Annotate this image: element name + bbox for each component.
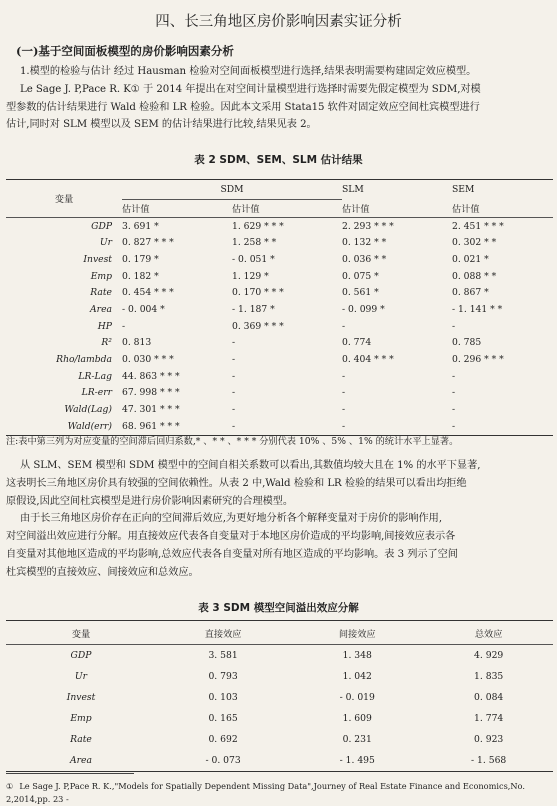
table2-cell: 0. 296 * * *	[452, 354, 504, 366]
table3-row	[6, 708, 553, 729]
table2-sdm-header: SDM	[122, 180, 342, 200]
table3-header-row	[6, 621, 553, 645]
table2-cell: -	[232, 370, 236, 382]
table2-variable: R²	[101, 337, 112, 349]
table2-cell: - 1. 187 *	[232, 303, 275, 315]
table2-variable: Emp	[90, 270, 112, 282]
subsection-title: (一)基于空间面板模型的房价影响因素分析	[16, 44, 234, 58]
table2-row	[6, 351, 553, 368]
table3-cell: 1. 042	[342, 671, 372, 682]
intro-line: 1.模型的检验与估计 经过 Hausman 检验对空间面板模型进行选择,结果表明需要构建固定效应模型。	[20, 66, 477, 77]
table2-cell: -	[342, 404, 346, 416]
table3-cell: 1. 774	[474, 713, 504, 724]
table2-cell: -	[232, 337, 236, 349]
table2-cell: 0. 369 * * *	[232, 320, 284, 332]
discussion-paragraph	[6, 457, 553, 582]
table2-row	[6, 284, 553, 301]
table2-cell: 3. 691 *	[122, 220, 159, 232]
table2-variable: Invest	[83, 253, 112, 265]
table2-cell: - 0. 099 *	[342, 303, 385, 315]
table2-cell: 0. 561 *	[342, 287, 379, 299]
table3-cell: 3. 581	[208, 650, 238, 661]
table2	[6, 179, 553, 436]
table3	[6, 620, 553, 772]
table3-cell: - 1. 495	[339, 755, 375, 766]
table2-subheader: 估计值	[232, 200, 342, 218]
table3-cell: 1. 609	[342, 713, 372, 724]
table2-row	[6, 368, 553, 385]
section-title: 四、长三角地区房价影响因素实证分析	[155, 14, 402, 30]
table2-note: 注:表中第三列为对应变量的空间滞后回归系数,* 、* * 、* * * 分别代表 10% 、5% 、1% 的统计水平上显著。	[6, 436, 459, 447]
table2-cell: 0. 170 * * *	[232, 287, 284, 299]
table3-cell: 1. 835	[474, 671, 504, 682]
table2-row	[6, 385, 553, 402]
table2-body	[6, 217, 553, 435]
intro-paragraph	[6, 63, 553, 134]
table3-cell: 0. 692	[208, 734, 238, 745]
table2-sem-header: SEM	[452, 184, 475, 196]
table3-header: 直接效应	[156, 621, 290, 645]
table2-variable: Area	[90, 303, 112, 315]
table3-cell: - 1. 568	[471, 755, 507, 766]
table3-cell: 0. 103	[208, 692, 238, 703]
table2-cell: -	[452, 420, 456, 432]
table2-row	[6, 301, 553, 318]
table2-variable: Rho/lambda	[56, 354, 112, 366]
table2-cell: 0. 132 * *	[342, 237, 387, 249]
table2-cell: 0. 302 * *	[452, 237, 497, 249]
table3-row	[6, 645, 553, 667]
footnote	[6, 780, 553, 806]
table2-row	[6, 335, 553, 352]
table2-var-header: 变量	[6, 180, 122, 218]
table2-cell: -	[452, 387, 456, 399]
table3-variable: Emp	[70, 713, 92, 724]
table2-row	[6, 251, 553, 268]
footnote-marker: ①	[6, 781, 14, 791]
table2-row	[6, 234, 553, 251]
table3-row	[6, 687, 553, 708]
intro-line: 型参数的估计结果进行 Wald 检验和 LR 检验。因此本文采用 Stata15 软件对固定效应空间杜宾模型进行	[6, 101, 480, 113]
table3-cell: 0. 084	[474, 692, 504, 703]
table2-cell: -	[232, 420, 236, 432]
table3-variable: Area	[70, 755, 92, 766]
table2-cell: 1. 258 * *	[232, 237, 277, 249]
table2-cell: 44. 863 * * *	[122, 370, 180, 382]
discussion-line: 由于长三角地区房价存在正向的空间滞后效应,为更好地分析各个解释变量对于房价的影响作用,	[20, 513, 443, 525]
table2-header-row	[6, 180, 553, 200]
table3-header: 总效应	[424, 621, 553, 645]
table3-caption: 表 3 SDM 模型空间溢出效应分解	[198, 602, 359, 614]
table2-variable: HP	[97, 320, 112, 332]
table2-cell: - 1. 141 * *	[452, 303, 503, 315]
table2-cell: 67. 998 * * *	[122, 387, 180, 399]
table2-cell: 0. 774	[342, 337, 372, 349]
table2-cell: 0. 404 * * *	[342, 354, 394, 366]
table2-variable: Wald(Lag)	[64, 404, 112, 416]
table3-variable: Rate	[70, 734, 92, 745]
table2-cell: -	[232, 387, 236, 399]
table3-cell: 4. 929	[474, 650, 504, 661]
table2-cell: -	[232, 354, 236, 366]
table2-cell: 0. 036 * *	[342, 253, 387, 265]
table2-cell: 2. 451 * * *	[452, 220, 504, 232]
table2-cell: 0. 785	[452, 337, 482, 349]
table2-cell: 1. 629 * * *	[232, 220, 284, 232]
table2-row	[6, 318, 553, 335]
table2-cell: -	[342, 420, 346, 432]
table2-row	[6, 217, 553, 234]
intro-line: 估计,同时对 SLM 模型以及 SEM 的估计结果进行比较,结果见表 2。	[6, 119, 317, 131]
table2-cell: -	[342, 320, 346, 332]
table3-cell: - 0. 019	[339, 692, 375, 703]
table2-cell: 0. 075 *	[342, 270, 379, 282]
table2-cell: 0. 867 *	[452, 287, 489, 299]
table2-cell: 1. 129 *	[232, 270, 269, 282]
table3-row	[6, 729, 553, 750]
table2-variable: Ur	[99, 237, 112, 249]
table3-cell: 1. 348	[342, 650, 372, 661]
table2-cell: -	[342, 370, 346, 382]
table3-row	[6, 750, 553, 772]
table2-cell: 0. 182 *	[122, 270, 159, 282]
table2-cell: -	[342, 387, 346, 399]
table2-caption: 表 2 SDM、SEM、SLM 估计结果	[194, 154, 363, 166]
table2-cell: -	[232, 404, 236, 416]
table3-cell: - 0. 073	[205, 755, 241, 766]
table2-row	[6, 268, 553, 285]
table2-cell: 0. 030 * * *	[122, 354, 174, 366]
table2-variable: LR-err	[81, 387, 112, 399]
table3-variable: GDP	[70, 650, 92, 661]
table3-cell: 0. 923	[474, 734, 504, 745]
table2-cell: -	[452, 320, 456, 332]
discussion-line: 杜宾模型的直接效应、间接效应和总效应。	[6, 566, 199, 578]
table2-cell: - 0. 051 *	[232, 253, 275, 265]
table2-cell: 0. 827 * * *	[122, 237, 174, 249]
table2-cell: 68. 961 * * *	[122, 420, 180, 432]
table2-subheader: 估计值	[122, 200, 232, 218]
table3-variable: Ur	[74, 671, 88, 682]
table2-cell: 0. 088 * *	[452, 270, 497, 282]
table2-cell: 0. 179 *	[122, 253, 159, 265]
footnote-text: Le Sage J. P,Pace R. K.,"Models for Spatially Dependent Missing Data",Journey of Real Estate Finance and Economics,No. 2,2014,pp. 23 -	[6, 781, 525, 804]
discussion-line: 从 SLM、SEM 模型和 SDM 模型中的空间自相关系数可以看出,其数值均较大且在 1% 的水平下显著,	[20, 460, 481, 471]
table2-cell: 47. 301 * * *	[122, 404, 180, 416]
discussion-line: 对空间溢出效应进行分解。用直接效应代表各自变量对于本地区房价造成的平均影响,间接效应表示各	[6, 531, 456, 543]
table3-cell: 0. 165	[208, 713, 238, 724]
table2-cell: -	[452, 404, 456, 416]
discussion-line: 原假设,因此空间杜宾模型是进行房价影响因素研究的合理模型。	[6, 495, 294, 507]
table2-cell: -	[122, 320, 126, 332]
intro-line: Le Sage J. P,Pace R. K① 于 2014 年提出在对空间计量模型进行选择时需要先假定模型为 SDM,对模	[20, 83, 481, 95]
table2-cell: - 0. 004 *	[122, 303, 165, 315]
table2-subheader: 估计值	[452, 200, 553, 218]
table2-slm-header: SLM	[342, 184, 364, 196]
table2-cell: 0. 021 *	[452, 253, 489, 265]
table3-variable: Invest	[66, 692, 96, 703]
table2-variable: Rate	[90, 287, 112, 299]
table3-header: 间接效应	[290, 621, 424, 645]
table2-variable: LR-Lag	[78, 370, 112, 382]
table2-cell: 2. 293 * * *	[342, 220, 394, 232]
discussion-line: 自变量对其他地区造成的平均影响,总效应代表各自变量对所有地区造成的平均影响。表 3 列示了空间	[6, 548, 458, 560]
table2-subheader: 估计值	[342, 200, 452, 218]
table2-row	[6, 401, 553, 418]
table2-cell: 0. 454 * * *	[122, 287, 174, 299]
table3-body	[6, 645, 553, 772]
table3-cell: 0. 231	[342, 734, 372, 745]
table3-row	[6, 666, 553, 687]
footnote-divider	[6, 773, 134, 774]
table2-cell: -	[452, 370, 456, 382]
discussion-line: 这表明长三角地区房价具有较强的空间依赖性。从表 2 中,Wald 检验和 LR 检验的结果可以看出均拒绝	[6, 477, 467, 489]
table3-cell: 0. 793	[208, 671, 238, 682]
table2-cell: 0. 813	[122, 337, 152, 349]
table2-variable: GDP	[91, 220, 112, 232]
table2-variable: Wald(err)	[67, 420, 112, 432]
table3-header: 变量	[6, 621, 156, 645]
